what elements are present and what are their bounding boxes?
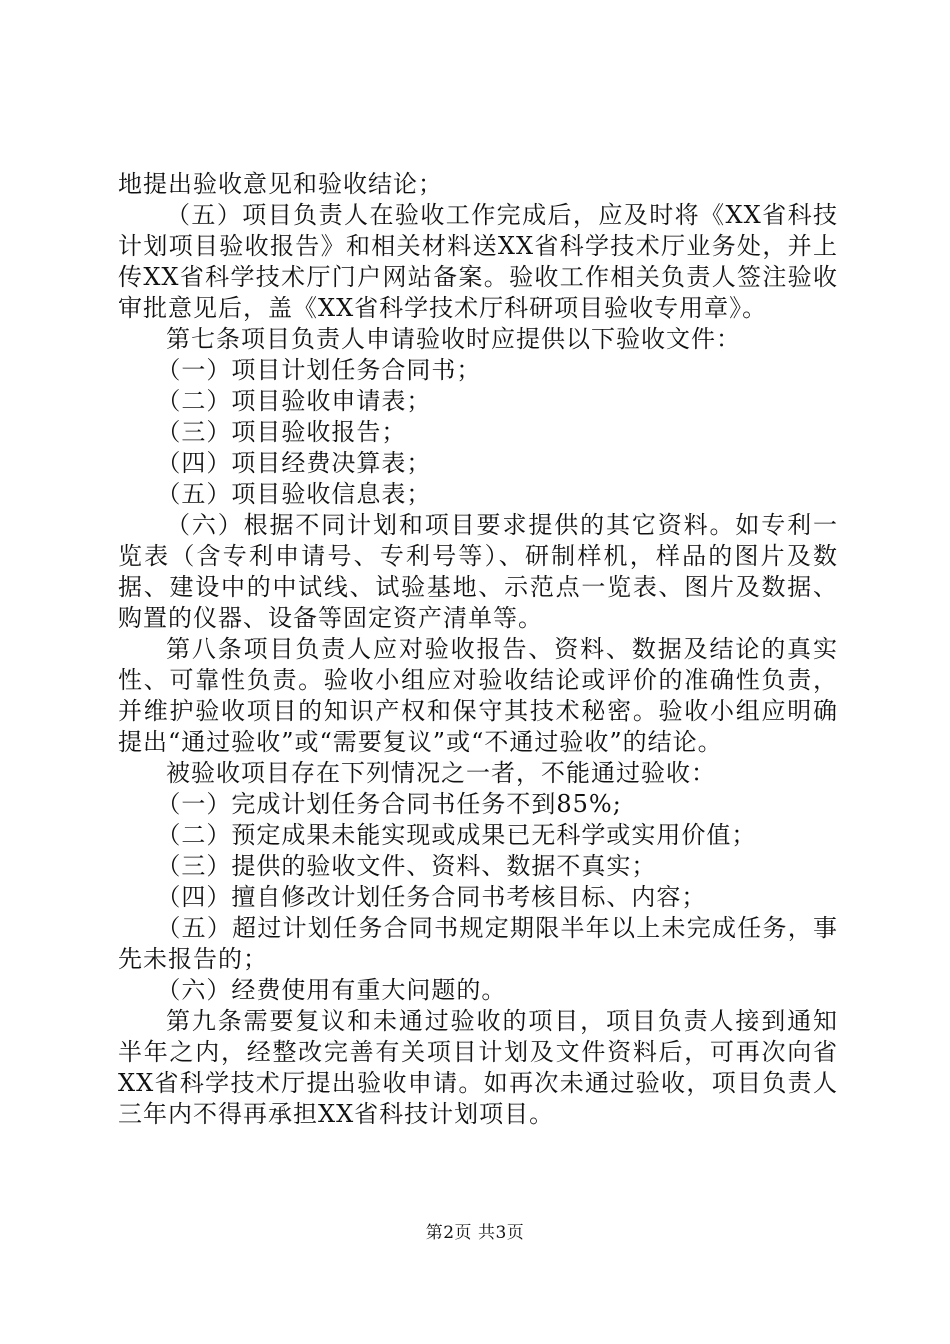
paragraph-item-5-submit-report: （五）项目负责人在验收工作完成后，应及时将《XX省科技计划项目验收报告》和相关材料送XX省科学技术厅业务处，并上传XX省科学技术厅门户网站备案。验收工作相关负责人签注验收审批意见后，盖《XX省科学技术厅科研项目验收专用章》。 xyxy=(118,201,838,322)
page-number-footer: 第2页 共3页 xyxy=(425,1223,525,1243)
document-body xyxy=(118,169,838,1130)
list-item-info-form: （五）项目验收信息表； xyxy=(156,480,432,508)
paragraph-article-8: 第八条项目负责人应对验收报告、资料、数据及结论的真实性、可靠性负责。验收小组应对验收结论或评价的准确性负责，并维护验收项目的知识产权和保守其技术秘密。验收小组应明确提出“通过验收”或“需要复议”或“不通过验收”的结论。 xyxy=(118,635,838,756)
list-item-unauthorized-changes: （四）擅自修改计划任务合同书考核目标、内容； xyxy=(156,883,707,911)
list-item-overdue: （五）超过计划任务合同书规定期限半年以上未完成任务，事先未报告的； xyxy=(118,914,838,973)
list-item-contract: （一）项目计划任务合同书； xyxy=(156,356,482,384)
paragraph-continuation: 地提出验收意见和验收结论； xyxy=(118,170,443,198)
list-item-acceptance-report: （三）项目验收报告； xyxy=(156,418,407,446)
list-item-budget-statement: （四）项目经费决算表； xyxy=(156,449,432,477)
list-item-under-85-percent: （一）完成计划任务合同书任务不到85%; xyxy=(156,790,622,818)
paragraph-failure-conditions: 被验收项目存在下列情况之一者，不能通过验收： xyxy=(166,759,716,787)
paragraph-article-7: 第七条项目负责人申请验收时应提供以下验收文件： xyxy=(166,325,741,353)
list-item-false-documents: （三）提供的验收文件、资料、数据不真实； xyxy=(156,852,657,880)
list-item-other-materials: （六）根据不同计划和项目要求提供的其它资料。如专利一览表（含专利申请号、专利号等）、研制样机，样品的图片及数据、建设中的中试线、试验基地、示范点一览表、图片及数据、购置的仪器、设备等固定资产清单等。 xyxy=(118,511,838,632)
list-item-application-form: （二）项目验收申请表； xyxy=(156,387,432,415)
list-item-no-results: （二）预定成果未能实现或成果已无科学或实用价值； xyxy=(156,821,757,849)
paragraph-article-9: 第九条需要复议和未通过验收的项目，项目负责人接到通知半年之内，经整改完善有关项目计划及文件资料后，可再次向省XX省科学技术厅提出验收申请。如再次未通过验收，项目负责人三年内不得再承担XX省科技计划项目。 xyxy=(118,1007,838,1128)
list-item-funding-issues: （六）经费使用有重大问题的。 xyxy=(156,976,507,1004)
